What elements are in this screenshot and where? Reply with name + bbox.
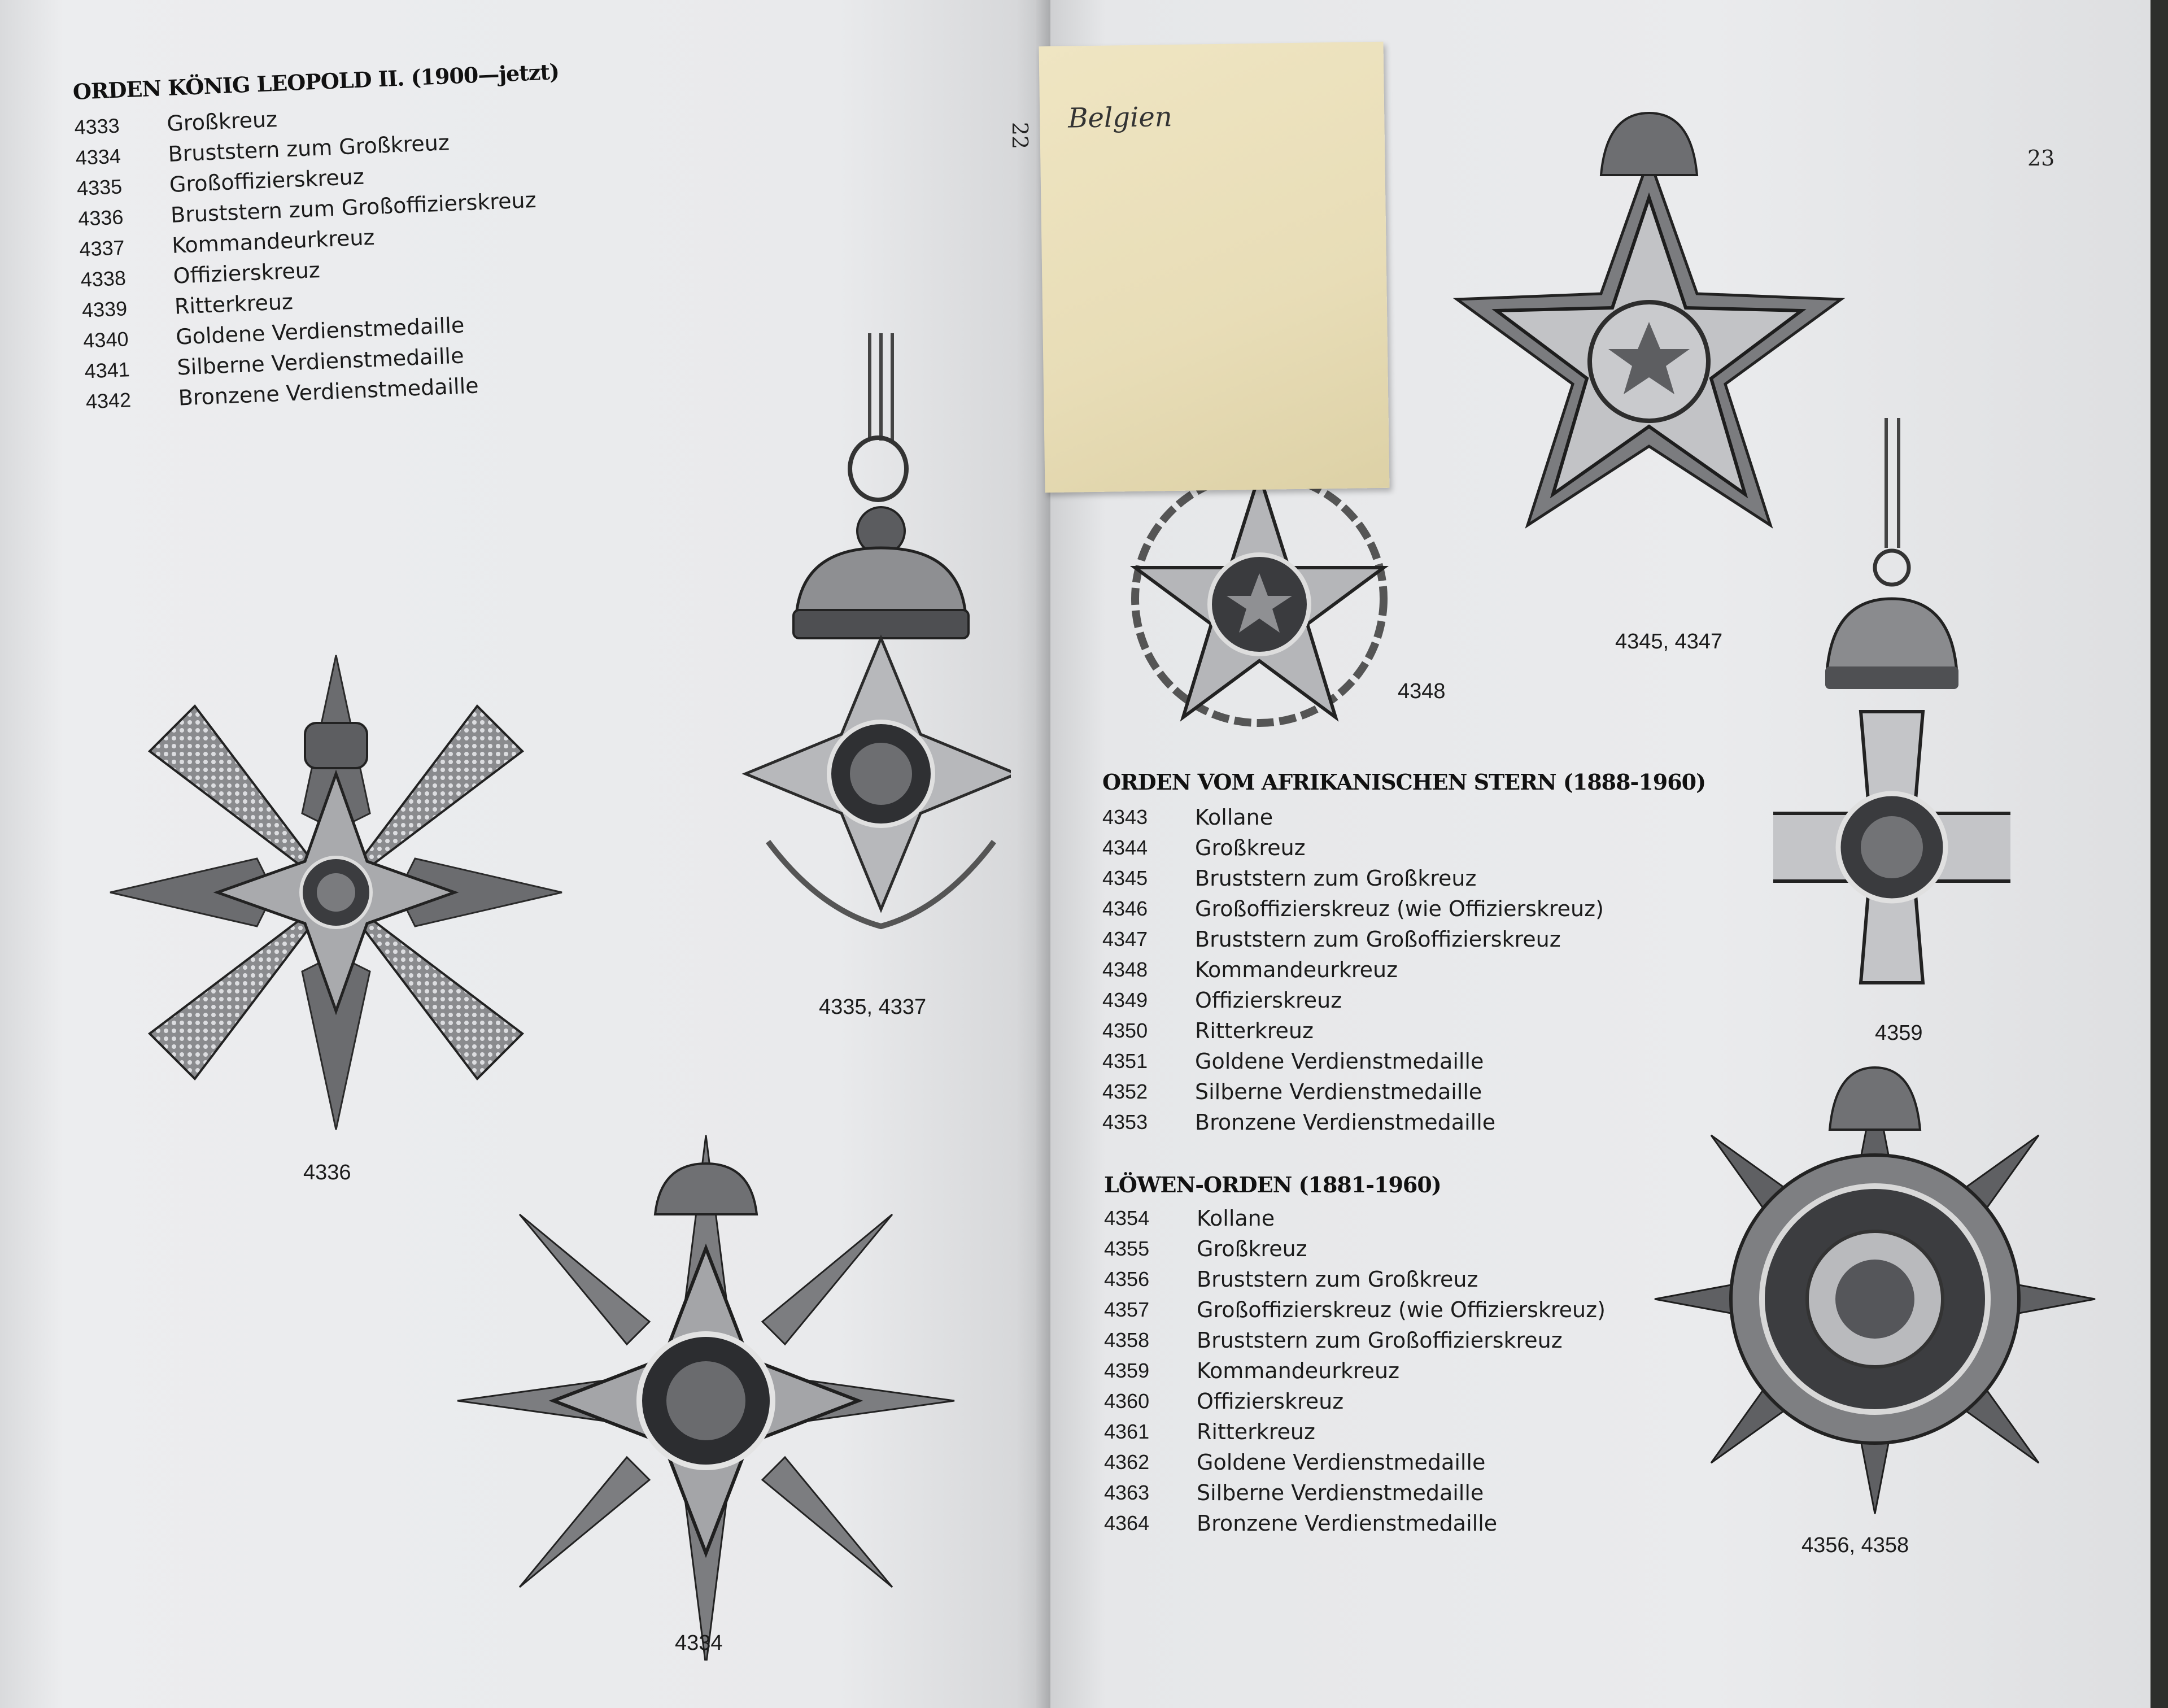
caption-4359: 4359 [1875,1021,1923,1045]
catalog-number: 4349 [1102,988,1148,1012]
entry-list-lion-order [1104,1203,1606,1539]
item-name: Bruststern zum Großoffizierskreuz [1197,1328,1563,1353]
medal-4335-image [717,333,1011,971]
catalog-number: 4354 [1104,1206,1150,1230]
sticky-note-text: Belgien [1067,101,1173,134]
list-item [1104,1295,1606,1325]
entry-list [72,59,573,417]
item-name: Bronzene Verdienstmedaille [1197,1511,1498,1536]
list-item [1102,1077,1604,1107]
item-name: Kommandeurkreuz [171,224,376,258]
medal-4334-image [452,1107,960,1661]
item-name: Bronzene Verdienstmedaille [177,373,479,411]
item-name: Kommandeurkreuz [1195,957,1398,982]
catalog-number: 4340 [82,327,129,352]
medal-4359-image [1773,418,2010,1011]
item-name: Großkreuz [1195,835,1306,860]
catalog-number: 4338 [80,266,126,291]
item-name: Bruststern zum Großkreuz [167,130,450,167]
list-item [1104,1447,1606,1478]
caption-4345-4347: 4345, 4347 [1615,630,1723,653]
catalog-number: 4337 [78,236,125,261]
catalog-number: 4356 [1104,1267,1150,1291]
item-name: Ritterkreuz [1197,1419,1315,1444]
list-item [1102,1016,1604,1046]
page-number: 23 [2027,146,2055,171]
catalog-number: 4347 [1102,927,1148,951]
item-name: Großoffizierskreuz (wie Offizierskreuz) [1195,896,1604,921]
catalog-number: 4350 [1102,1019,1148,1042]
catalog-number: 4357 [1104,1298,1150,1321]
item-name: Offizierskreuz [172,257,321,289]
catalog-number: 4344 [1102,836,1148,859]
item-name: Kollane [1197,1206,1275,1231]
catalog-number: 4351 [1102,1049,1148,1073]
item-name: Großoffizierskreuz (wie Offizierskreuz) [1197,1297,1606,1322]
list-item [1102,863,1604,894]
section-title-lion-order: LÖWEN-ORDEN (1881-1960) [1104,1172,1441,1197]
list-item [1104,1234,1606,1264]
item-name: Goldene Verdienstmedaille [175,312,465,350]
catalog-number: 4363 [1104,1481,1150,1504]
caption-4334: 4334 [675,1631,723,1655]
list-item [1104,1478,1606,1508]
list-item [1104,1325,1606,1356]
list-item [1102,924,1604,955]
item-name: Silberne Verdienstmedaille [176,343,465,380]
item-name: Offizierskreuz [1195,988,1342,1013]
medal-4336-image [102,638,570,1147]
list-item [1104,1203,1606,1234]
item-name: Offizierskreuz [1197,1389,1344,1414]
item-name: Silberne Verdienstmedaille [1195,1079,1482,1104]
sticky-note [1039,42,1390,493]
list-item [1102,1046,1604,1077]
catalog-number: 4359 [1104,1359,1150,1382]
list-item [1104,1264,1606,1295]
item-name: Bruststern zum Großkreuz [1197,1267,1478,1292]
left-page [0,0,1048,1708]
catalog-number: 4360 [1104,1389,1150,1413]
list-item [1104,1417,1606,1447]
catalog-number: 4343 [1102,805,1148,829]
book-cover-edge [2150,0,2168,1708]
item-name: Kommandeurkreuz [1197,1358,1400,1383]
entry-list-african-star [1102,802,1604,1138]
section-title-african-star: ORDEN VOM AFRIKANISCHEN STERN (1888-1960) [1102,769,1706,795]
catalog-number: 4345 [1102,866,1148,890]
item-name: Bruststern zum Großoffizierskreuz [1195,927,1561,952]
medal-4356-image [1643,1051,2106,1525]
item-name: Großkreuz [1197,1236,1307,1261]
catalog-number: 4334 [75,144,121,169]
item-name: Bruststern zum Großoffizierskreuz [170,187,537,228]
list-item [1102,894,1604,924]
page-number: 22 [1007,121,1033,150]
item-name: Großkreuz [166,106,278,137]
list-item [1102,833,1604,863]
list-item [1102,955,1604,985]
catalog-number: 4364 [1104,1511,1150,1535]
item-name: Ritterkreuz [174,289,294,319]
list-item [1102,802,1604,833]
list-item [1102,985,1604,1016]
list-item [1104,1386,1606,1417]
medal-4348-image [1124,463,1395,734]
item-name: Goldene Verdienstmedaille [1195,1049,1484,1074]
caption-4356-4358: 4356, 4358 [1801,1533,1909,1557]
catalog-number: 4355 [1104,1237,1150,1260]
catalog-number: 4336 [77,205,124,230]
catalog-number: 4341 [84,358,130,383]
item-name: Bronzene Verdienstmedaille [1195,1110,1496,1135]
catalog-number: 4346 [1102,897,1148,920]
list-item [1102,1107,1604,1138]
catalog-number: 4352 [1102,1080,1148,1103]
catalog-number: 4358 [1104,1328,1150,1352]
caption-4348: 4348 [1398,679,1446,703]
list-item [1104,1356,1606,1386]
item-name: Kollane [1195,805,1273,830]
catalog-number: 4335 [76,175,123,200]
section-title: ORDEN KÖNIG LEOPOLD II. (1900—jetzt) [72,58,560,104]
item-name: Bruststern zum Großkreuz [1195,866,1477,891]
item-name: Ritterkreuz [1195,1018,1314,1043]
catalog-number: 4339 [81,297,128,322]
item-name: Großoffizierskreuz [169,164,365,197]
catalog-number: 4348 [1102,958,1148,981]
caption-4336: 4336 [303,1161,351,1184]
catalog-number: 4333 [73,114,120,139]
catalog-number: 4362 [1104,1450,1150,1474]
item-name: Silberne Verdienstmedaille [1197,1480,1484,1505]
caption-4335-4337: 4335, 4337 [819,995,927,1019]
catalog-number: 4361 [1104,1420,1150,1443]
catalog-number: 4353 [1102,1110,1148,1134]
item-name: Goldene Verdienstmedaille [1197,1450,1486,1475]
catalog-number: 4342 [85,388,132,413]
list-item [1104,1508,1606,1539]
